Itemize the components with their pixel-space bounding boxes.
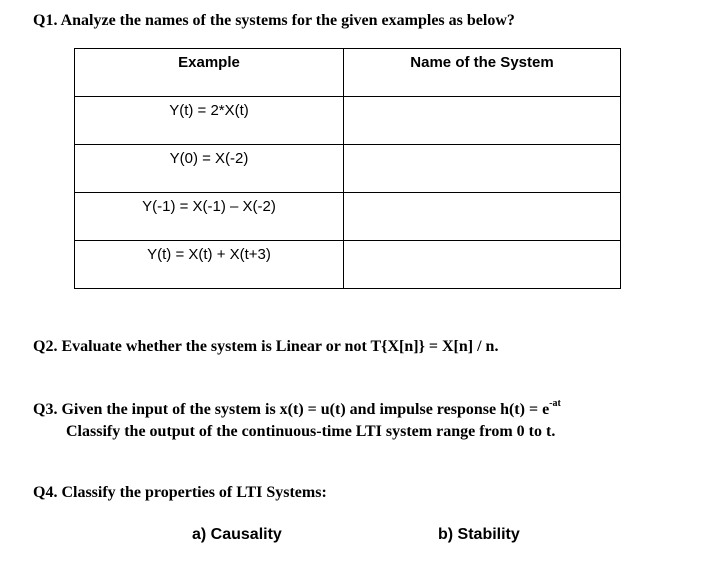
example-cell: Y(t) = X(t) + X(t+3) [75, 241, 344, 289]
question-3-line-2: Classify the output of the continuous-time LTI system range from 0 to t. [66, 423, 556, 440]
table-row [75, 97, 621, 145]
system-name-cell [344, 193, 621, 241]
header-example: Example [75, 49, 344, 97]
table-header-row [75, 49, 621, 97]
systems-table [74, 48, 621, 289]
table-row [75, 241, 621, 289]
question-4: Q4. Classify the properties of LTI Systems: [33, 484, 327, 501]
example-cell: Y(0) = X(-2) [75, 145, 344, 193]
table-row [75, 145, 621, 193]
header-name-of-system: Name of the System [344, 49, 621, 97]
question-2: Q2. Evaluate whether the system is Linear or not T{X[n]} = X[n] / n. [33, 338, 499, 355]
example-cell: Y(-1) = X(-1) – X(-2) [75, 193, 344, 241]
option-stability: b) Stability [438, 526, 520, 543]
example-cell: Y(t) = 2*X(t) [75, 97, 344, 145]
question-3-line-1: Q3. Given the input of the system is x(t) = u(t) and impulse response $h(t) = e^{-at}$ [33, 397, 561, 418]
system-name-cell [344, 97, 621, 145]
exponent: -at [549, 397, 561, 409]
question-1: Q1. Analyze the names of the systems for the given examples as below? [33, 12, 515, 29]
system-name-cell [344, 145, 621, 193]
option-causality: a) Causality [192, 526, 282, 543]
table-row [75, 193, 621, 241]
system-name-cell [344, 241, 621, 289]
